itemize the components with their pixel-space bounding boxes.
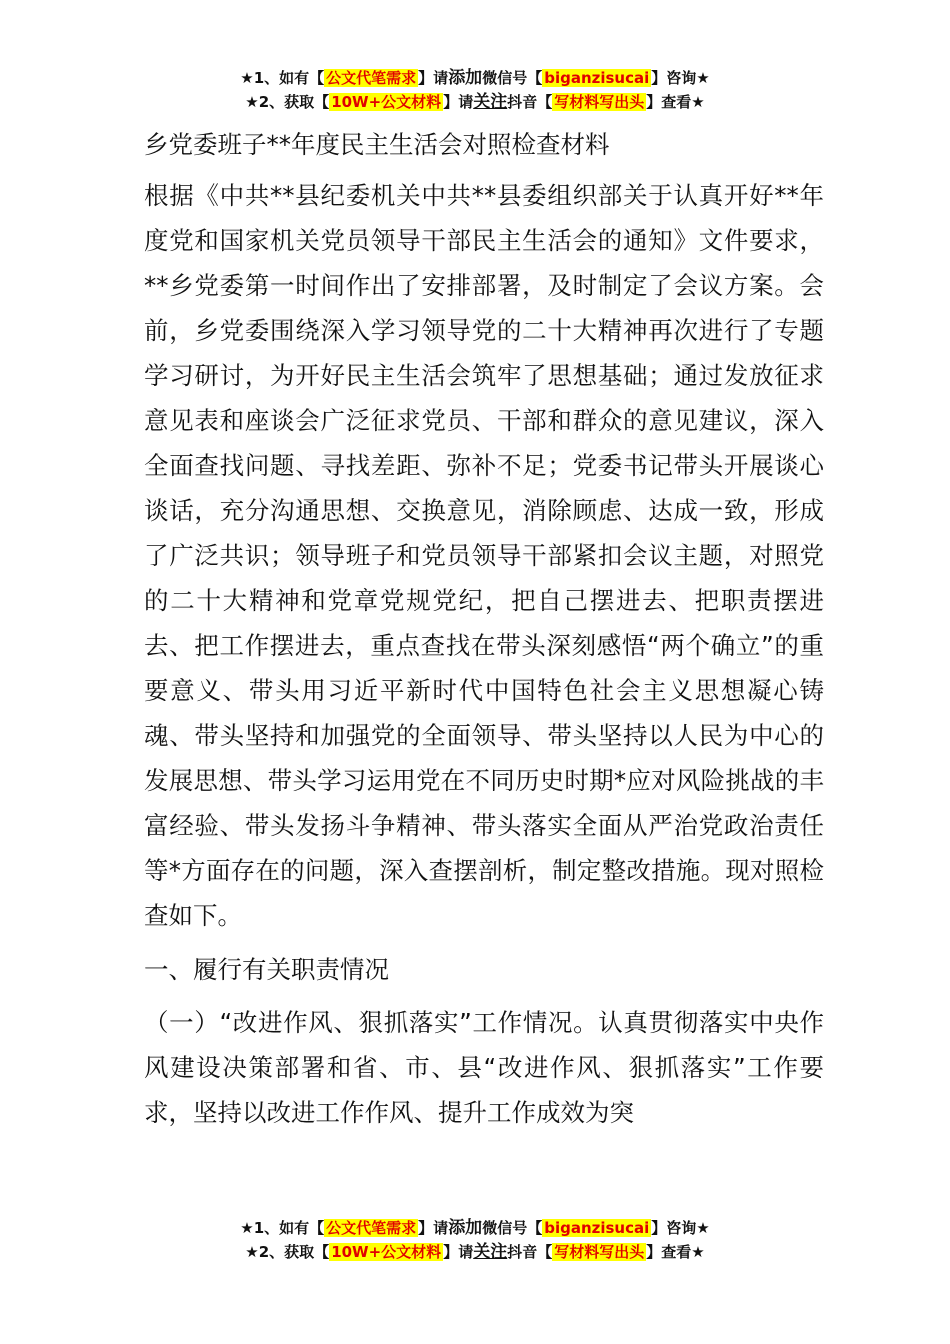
promo-banner-bottom (0, 1216, 950, 1264)
promo-wechat-id: biganzisucai (544, 1219, 650, 1237)
promo-highlight: 公文代笔需求 (326, 1219, 417, 1237)
promo-highlight: 10W+公文材料 (331, 1243, 442, 1261)
promo-line-1: ★1、如有【 公文代笔需求 】请添加微信号【 biganzisucai 】咨询★ (240, 68, 710, 88)
paragraph-intro: 根据《中共**县纪委机关中共**县委组织部关于认真开好**年度党和国家机关党员领导干部民主生活会的通知》文件要求，**乡党委第一时间作出了安排部署，及时制定了会议方案。会前，乡党委围绕深入学习领导党的二十大精神再次进行了专题学习研讨，为开好民主生活会筑牢了思想基础；通过发放征求意见表和座谈会广泛征求党员、干部和群众的意见建议，深入全面查找问题、寻找差距、弥补不足；党委书记带头开展谈心谈话，充分沟通思想、交换意见，消除顾虑、达成一致，形成了广泛共识；领导班子和党员领导干部紧扣会议主题，对照党的二十大精神和党章党规党纪，把自己摆进去、把职责摆进去、把工作摆进去，重点查找在带头深刻感悟“两个确立”的重要意义、带头用习近平新时代中国特色社会主义思想凝心铸魂、带头坚持和加强党的全面领导、带头坚持以人民为中心的发展思想、带头学习运用党在不同历史时期*应对风险挑战的丰富经验、带头发扬斗争精神、带头落实全面从严治党政治责任等*方面存在的问题，深入查摆剖析，制定整改措施。现对照检查如下。 (144, 181, 824, 930)
document-title: 乡党委班子**年度民主生活会对照检查材料 (144, 130, 610, 159)
promo-highlight: 公文代笔需求 (326, 69, 417, 87)
promo-douyin-id: 写材料写出头 (554, 1243, 645, 1261)
promo-wechat-id: biganzisucai (544, 69, 650, 87)
promo-line-2: ★2、获取【 10W+公文材料 】请关注抖音【 写材料写出头 】查看★ (245, 1242, 705, 1262)
promo-douyin-id: 写材料写出头 (554, 93, 645, 111)
promo-line-1: ★1、如有【 公文代笔需求 】请添加微信号【 biganzisucai 】咨询★ (240, 1218, 710, 1238)
promo-line-2: ★2、获取【 10W+公文材料 】请关注抖音【 写材料写出头 】查看★ (245, 92, 705, 112)
document-body (144, 122, 824, 1135)
section-heading: 一、履行有关职责情况 (144, 955, 389, 984)
promo-highlight: 10W+公文材料 (331, 93, 442, 111)
paragraph-section-1: （一）“改进作风、狠抓落实”工作情况。认真贯彻落实中央作风建设决策部署和省、市、县“改进作风、狠抓落实”工作要求，坚持以改进工作作风、提升工作成效为突 (144, 1008, 824, 1127)
promo-banner-top (0, 66, 950, 114)
